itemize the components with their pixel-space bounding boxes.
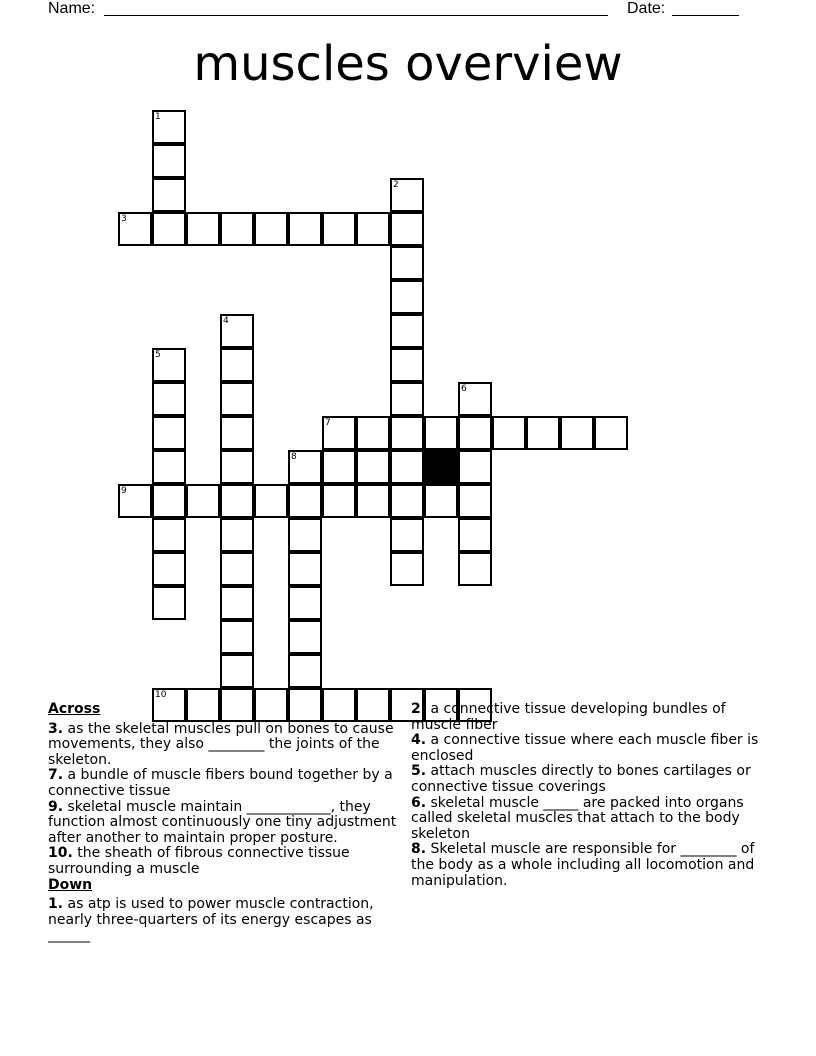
down-clue [411,733,771,764]
across-clue [48,846,406,877]
grid-cell[interactable] [458,518,492,552]
clue-text: as atp is used to power muscle contraction, nearly three-quarters of its energy escapes as ______ [48,896,374,944]
clues-column-left [48,702,406,944]
clue-text: the sheath of fibrous connective tissue surrounding a muscle [48,845,350,877]
grid-cell[interactable] [220,416,254,450]
grid-cell[interactable] [390,450,424,484]
grid-cell[interactable] [288,552,322,586]
grid-cell[interactable] [220,552,254,586]
clue-number-label: 3 [121,214,127,224]
grid-cell[interactable] [390,382,424,416]
down-clue [48,897,406,944]
grid-cell[interactable] [390,416,424,450]
down-heading: Down [48,876,93,893]
grid-cell[interactable] [118,484,152,518]
grid-cell[interactable] [186,484,220,518]
grid-cell[interactable] [356,450,390,484]
down-clue [411,842,771,889]
black-cell [424,450,458,484]
grid-cell[interactable] [152,484,186,518]
grid-cell[interactable] [288,212,322,246]
grid-cell[interactable] [424,484,458,518]
grid-cell[interactable] [560,416,594,450]
grid-cell[interactable] [390,280,424,314]
across-heading: Across [48,701,101,717]
grid-cell[interactable] [220,212,254,246]
grid-cell[interactable] [220,586,254,620]
grid-cell[interactable] [118,212,152,246]
grid-cell[interactable] [152,212,186,246]
grid-cell[interactable] [458,450,492,484]
clue-text: a bundle of muscle fibers bound together by a connective tissue [48,767,393,799]
down-clue [411,702,771,733]
grid-cell[interactable] [288,484,322,518]
grid-cell[interactable] [220,382,254,416]
grid-cell[interactable] [288,654,322,688]
grid-cell[interactable] [390,246,424,280]
grid-cell[interactable] [356,212,390,246]
grid-cell[interactable] [322,416,356,450]
grid-cell[interactable] [594,416,628,450]
grid-cell[interactable] [322,484,356,518]
clue-number: 3. [48,720,64,737]
clue-number: 5. [411,763,427,780]
grid-cell[interactable] [356,484,390,518]
grid-cell[interactable] [288,620,322,654]
clue-number: 4. [411,732,427,749]
clue-number: 7. [48,767,64,784]
grid-cell[interactable] [288,586,322,620]
across-clue [48,800,406,847]
clue-number-label: 8 [291,452,297,462]
down-clue [411,764,771,795]
grid-cell[interactable] [322,450,356,484]
across-clue [48,768,406,799]
clue-number-label: 2 [393,180,399,190]
grid-cell[interactable] [186,212,220,246]
clue-number-label: 10 [155,690,167,700]
grid-cell[interactable] [390,212,424,246]
grid-cell[interactable] [152,110,186,144]
clue-number-label: 5 [155,350,161,360]
grid-cell[interactable] [220,654,254,688]
down-clue [411,796,771,843]
grid-cell[interactable] [288,450,322,484]
clue-text: a connective tissue developing bundles of muscle fiber [411,701,726,733]
clue-number: 9. [48,798,64,815]
clue-number-label: 9 [121,486,127,496]
grid-cell[interactable] [390,518,424,552]
grid-cell[interactable] [458,552,492,586]
clues-column-right [411,702,771,889]
grid-cell[interactable] [424,416,458,450]
clue-number-label: 6 [461,384,467,394]
grid-cell[interactable] [322,212,356,246]
clue-number: 1. [48,896,64,913]
grid-cell[interactable] [458,484,492,518]
clue-number-label: 7 [325,418,331,428]
clue-text: skeletal muscle maintain ____________, they function almost continuously one tiny adjustment after another to maintain proper posture. [48,798,397,846]
clue-text: a connective tissue where each muscle fiber is enclosed [411,732,759,764]
name-label: Name: [48,0,96,17]
grid-cell[interactable] [152,586,186,620]
grid-cell[interactable] [152,450,186,484]
clue-number: 2. [411,701,427,717]
grid-cell[interactable] [390,314,424,348]
grid-cell[interactable] [220,620,254,654]
grid-cell[interactable] [254,484,288,518]
grid-cell[interactable] [458,382,492,416]
grid-cell[interactable] [152,178,186,212]
clue-number: 8. [411,841,427,858]
grid-cell[interactable] [152,348,186,382]
grid-cell[interactable] [152,552,186,586]
grid-cell[interactable] [356,416,390,450]
grid-cell[interactable] [220,314,254,348]
grid-cell[interactable] [152,416,186,450]
grid-cell[interactable] [526,416,560,450]
grid-cell[interactable] [458,416,492,450]
grid-cell[interactable] [152,518,186,552]
clue-number-label: 4 [223,316,229,326]
grid-cell[interactable] [254,212,288,246]
grid-cell[interactable] [492,416,526,450]
grid-cell[interactable] [390,484,424,518]
clue-number: 6. [411,794,427,811]
clue-text: Skeletal muscle are responsible for ________ of the body as a whole including all locomotion and manipulation. [411,841,755,889]
grid-cell[interactable] [288,518,322,552]
grid-cell[interactable] [390,552,424,586]
grid-cell[interactable] [220,450,254,484]
grid-cell[interactable] [220,518,254,552]
clue-text: attach muscles directly to bones cartilages or connective tissue coverings [411,763,751,795]
across-clue [48,722,406,769]
clue-text: as the skeletal muscles pull on bones to cause movements, they also ________ the joints of the skeleton. [48,720,394,768]
page-title: muscles overview [193,36,623,92]
grid-cell[interactable] [390,348,424,382]
grid-cell[interactable] [220,348,254,382]
clue-number: 10. [48,845,73,862]
grid-cell[interactable] [152,382,186,416]
grid-cell[interactable] [390,178,424,212]
date-label: Date: [627,0,666,17]
clue-text: skeletal muscle _____ are packed into organs called skeletal muscles that attach to the body skeleton [411,794,744,842]
grid-cell[interactable] [220,484,254,518]
grid-cell[interactable] [152,144,186,178]
clue-number-label: 1 [155,112,161,122]
